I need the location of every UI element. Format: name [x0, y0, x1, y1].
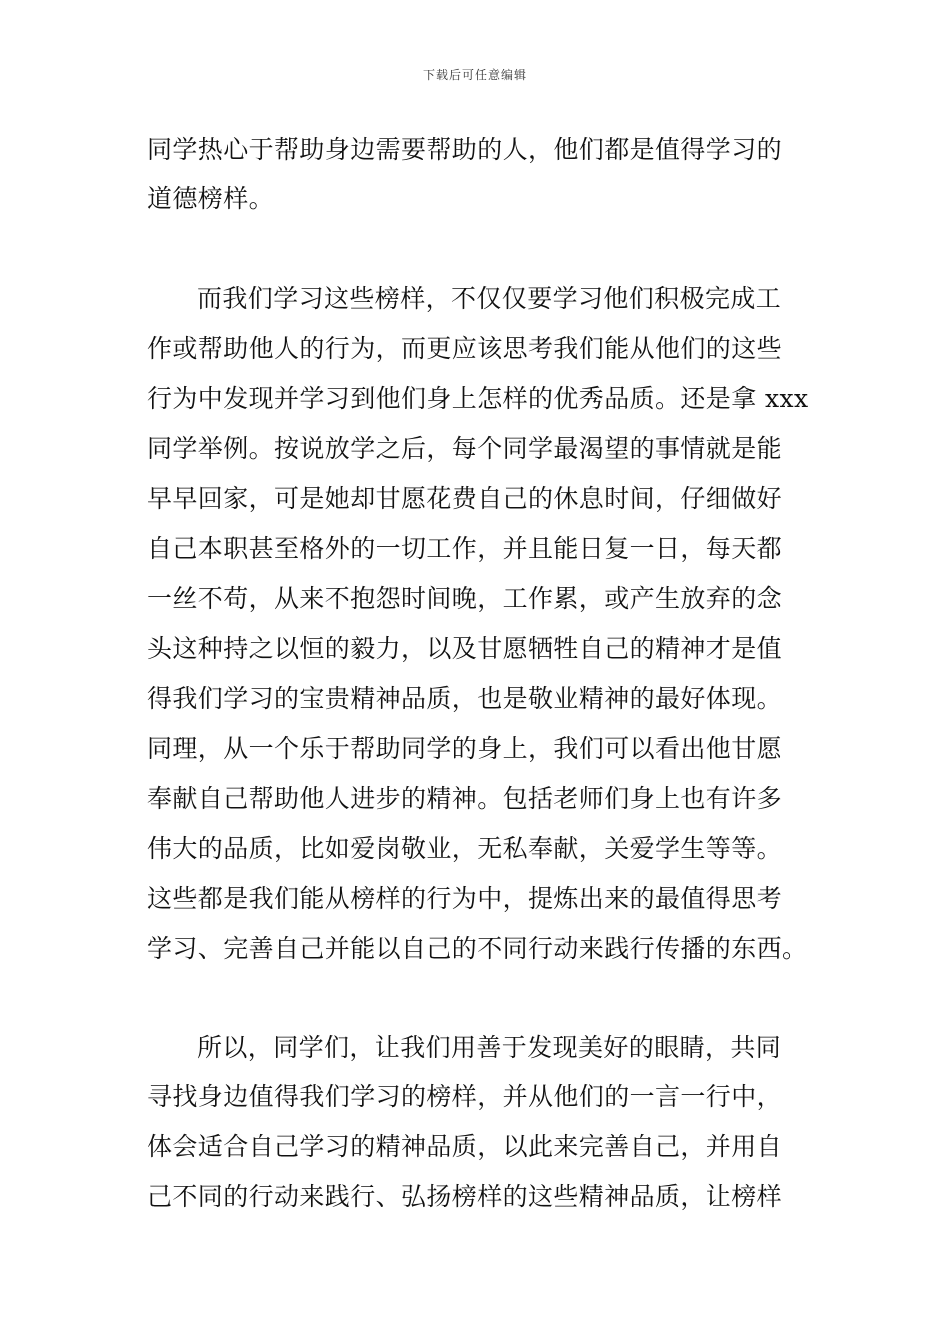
paragraph-start-line: 而我们学习这些榜样，不仅仅要学习他们积极完成工 [197, 284, 782, 313]
text-line: 体会适合自己学习的精神品质，以此来完善自己，并用自 [147, 1132, 783, 1161]
text-line: 道德榜样。 [147, 184, 275, 213]
text-line: 同学举例。按说放学之后，每个同学最渴望的事情就是能 [147, 434, 783, 463]
text-line: 己不同的行动来践行、弘扬榜样的这些精神品质，让榜样 [147, 1182, 783, 1211]
text-line: 早早回家，可是她却甘愿花费自己的休息时间，仔细做好 [147, 484, 783, 513]
text-line: 伟大的品质，比如爱岗敬业，无私奉献，关爱学生等等。 [147, 834, 783, 863]
paragraph-start-line: 所以，同学们，让我们用善于发现美好的眼睛，共同 [197, 1033, 782, 1062]
text-line: 奉献自己帮助他人进步的精神。包括老师们身上也有许多 [147, 784, 783, 813]
page-header: 下载后可任意编辑 [422, 68, 527, 82]
text-line: 得我们学习的宝贵精神品质，也是敬业精神的最好体现。 [147, 684, 783, 713]
text-line: 这些都是我们能从榜样的行为中，提炼出来的最值得思考 [147, 884, 783, 913]
text-line: 一丝不苟，从来不抱怨时间晚，工作累，或产生放弃的念 [147, 584, 783, 613]
text-line: 寻找身边值得我们学习的榜样，并从他们的一言一行中， [147, 1082, 783, 1111]
text-line: 作或帮助他人的行为，而更应该思考我们能从他们的这些 [147, 334, 783, 363]
text-line: 自己本职甚至格外的一切工作，并且能日复一日，每天都 [147, 534, 783, 563]
text-line: 同学热心于帮助身边需要帮助的人，他们都是值得学习的 [147, 135, 783, 164]
text-line: 同理，从一个乐于帮助同学的身上，我们可以看出他甘愿 [147, 734, 783, 763]
text-line: 行为中发现并学习到他们身上怎样的优秀品质。还是拿 xxx [147, 384, 809, 413]
text-line: 学习、完善自己并能以自己的不同行动来践行传播的东西。 [147, 934, 808, 963]
text-line: 头这种持之以恒的毅力，以及甘愿牺牲自己的精神才是值 [147, 634, 783, 663]
